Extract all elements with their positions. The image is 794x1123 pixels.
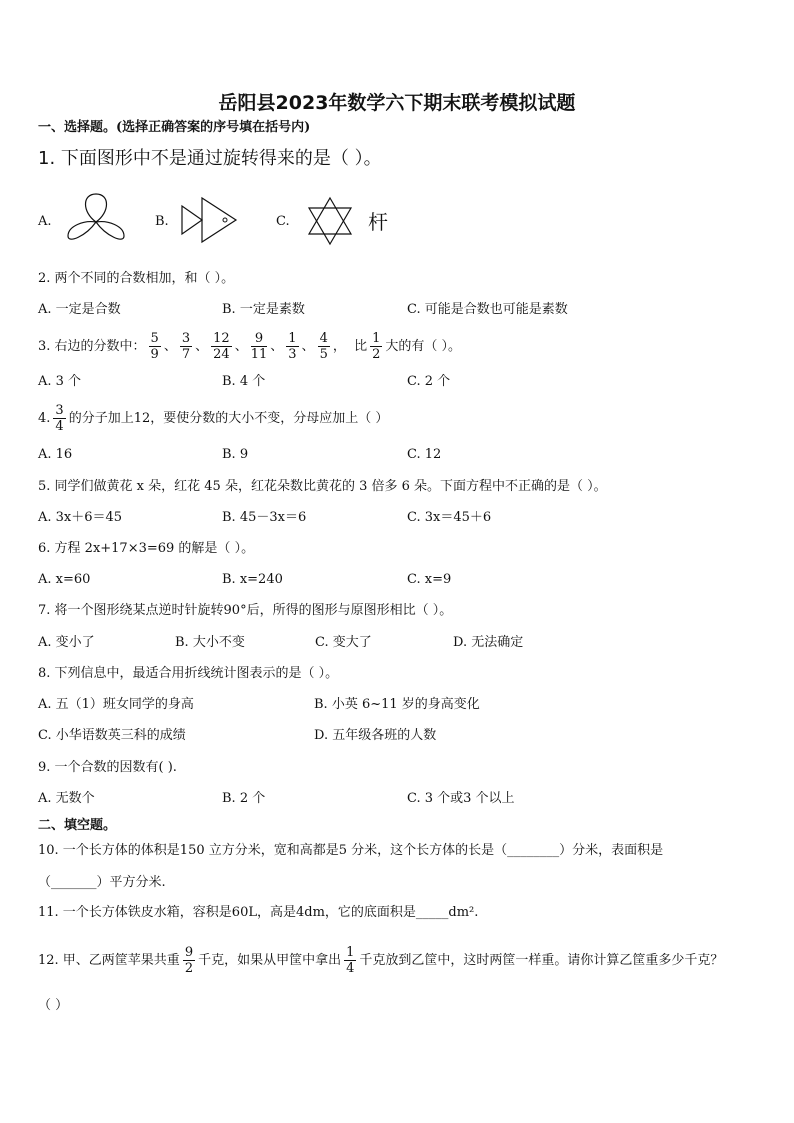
question-8-stem: 8. 下列信息中，最适合用折线统计图表示的是（ ）。 — [38, 666, 339, 681]
fraction-half: $\frac{1}{2}$ — [372, 331, 381, 362]
q6-option-b: B. x=240 — [222, 572, 283, 587]
question-12-stem: 12. 甲、乙两筐苹果共重 $\frac{9}{2}$ 千克，如果从甲筐中拿出 $\frac{1}{4}$ 千克放到乙筐中，这时两筐一样重。请你计算乙筐重多少千克？ — [38, 945, 724, 976]
fraction: $\frac{9}{2}$ — [184, 945, 194, 976]
q2-option-a: A. 一定是合数 — [38, 302, 121, 317]
q4-option-a: A. 16 — [38, 447, 73, 462]
q9-option-a: A. 无数个 — [38, 791, 95, 806]
q8-option-b: B. 小英 6~11 岁的身高变化 — [314, 697, 480, 712]
question-7-stem: 7. 将一个图形绕某点逆时针旋转90°后，所得的图形与原图形相比（ ）。 — [38, 603, 453, 618]
question-2-stem: 2. 两个不同的合数相加，和（ ）。 — [38, 271, 235, 286]
q9-option-b: B. 2 个 — [222, 791, 266, 806]
question-1-stem: 1. 下面图形中不是通过旋转得来的是（ ）。 — [38, 148, 382, 169]
q7-option-d: D. 无法确定 — [453, 635, 524, 650]
q3-option-c: C. 2 个 — [407, 374, 451, 389]
fraction: $\frac{12}{24}$ — [213, 331, 230, 362]
fish-triangles-figure — [180, 196, 240, 246]
fraction: $\frac{9}{11}$ — [250, 331, 268, 362]
trefoil-figure — [64, 192, 128, 248]
question-12-answer-blank: （ ） — [38, 998, 69, 1013]
fraction: $\frac{3}{7}$ — [181, 331, 191, 362]
q5-option-b: B. 45－3x＝6 — [222, 510, 307, 525]
q5-option-a: A. 3x＋6＝45 — [38, 510, 123, 525]
q1-option-b-label: B. — [155, 214, 169, 229]
q5-option-c: C. 3x＝45＋6 — [407, 510, 492, 525]
question-3-stem: 3. 右边的分数中： $\frac{5}{9}$ 、 $\frac{3}{7}$ 、 $\frac{12}{24}$ 、 $\frac{9}{11}$ 、 $\frac{1}{3}$ 、 $\frac{4}{5}$ ， 比 $\frac{1}{2}$ 大的有（ ）。 — [38, 331, 462, 362]
question-11-stem: 11. 一个长方体铁皮水箱，容积是60L，高是4dm，它的底面积是_____dm². — [38, 905, 479, 920]
q6-option-a: A. x=60 — [38, 572, 91, 587]
q8-option-c: C. 小华语数英三科的成绩 — [38, 728, 186, 743]
fraction: $\frac{5}{9}$ — [150, 331, 159, 362]
question-10-line2: （_______）平方分米. — [38, 875, 166, 890]
section-heading-choice: 一、选择题。(选择正确答案的序号填在括号内) — [38, 120, 311, 135]
q2-option-b: B. 一定是素数 — [222, 302, 305, 317]
q7-option-c: C. 变大了 — [315, 635, 372, 650]
page-title: 岳阳县2023年数学六下期末联考模拟试题 — [218, 92, 576, 114]
q8-option-a: A. 五（1）班女同学的身高 — [38, 697, 194, 712]
six-point-star-figure — [306, 196, 354, 246]
q3-option-b: B. 4 个 — [222, 374, 266, 389]
section-heading-fill: 二、填空题。 — [38, 818, 117, 833]
q4-option-c: C. 12 — [407, 447, 442, 462]
fraction: $\frac{1}{3}$ — [288, 331, 297, 362]
q1-option-c-label: C. — [276, 214, 290, 229]
question-9-stem: 9. 一个合数的因数有( ). — [38, 760, 177, 775]
q3-option-a: A. 3 个 — [38, 374, 82, 389]
q7-option-b: B. 大小不变 — [175, 635, 245, 650]
q8-option-d: D. 五年级各班的人数 — [314, 728, 437, 743]
fraction: $\frac{3}{4}$ — [55, 403, 64, 434]
question-6-stem: 6. 方程 2x+17×3=69 的解是（ ）。 — [38, 541, 255, 556]
q3-prefix: 3. 右边的分数中： — [38, 339, 146, 354]
q7-option-a: A. 变小了 — [38, 635, 95, 650]
q1-option-a-label: A. — [38, 214, 52, 229]
q1-option-c-character: 杆 — [368, 210, 388, 234]
q6-option-c: C. x=9 — [407, 572, 452, 587]
fraction: $\frac{4}{5}$ — [319, 331, 328, 362]
question-4-stem: 4. $\frac{3}{4}$ 的分子加上12，要使分数的大小不变，分母应加上（ ） — [38, 403, 389, 434]
question-5-stem: 5. 同学们做黄花 x 朵，红花 45 朵，红花朵数比黄花的 3 倍多 6 朵。下面方程中不正确的是（ ）。 — [38, 479, 607, 494]
q9-option-c: C. 3 个或3 个以上 — [407, 791, 515, 806]
q2-option-c: C. 可能是合数也可能是素数 — [407, 302, 568, 317]
q4-option-b: B. 9 — [222, 447, 249, 462]
fraction: $\frac{1}{4}$ — [346, 945, 355, 976]
question-10-line1: 10. 一个长方体的体积是150 立方分米，宽和高都是5 分米，这个长方体的长是（________）分米，表面积是 — [38, 843, 664, 858]
